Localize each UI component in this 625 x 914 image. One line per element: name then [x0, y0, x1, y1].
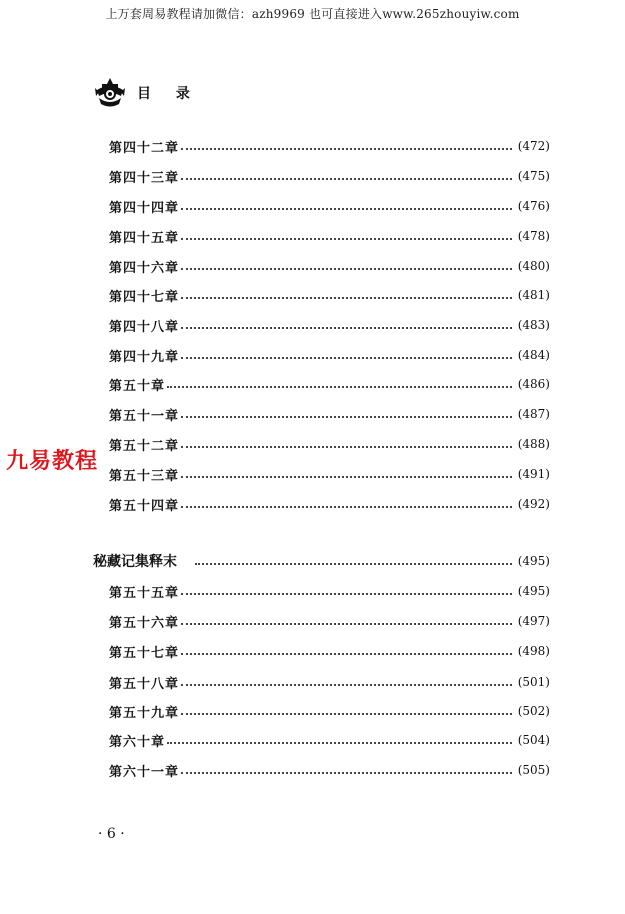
entry-label: 第五十二章: [109, 438, 180, 454]
page-number: · 6 ·: [98, 826, 125, 842]
entry-page: (484): [517, 348, 550, 362]
entry-label: 第五十五章: [109, 585, 180, 601]
leader-dots: [181, 653, 512, 655]
entry-label: 第四十五章: [109, 230, 180, 246]
toc-entry[interactable]: [109, 760, 550, 780]
leader-dots: [167, 386, 512, 388]
leader-dots: [181, 148, 512, 150]
toc-entry[interactable]: [109, 434, 550, 454]
toc-entry[interactable]: [109, 641, 550, 661]
leader-dots: [181, 713, 512, 715]
section-page: (495): [517, 554, 550, 568]
leader-dots: [181, 623, 512, 625]
leader-dots: [195, 563, 512, 565]
leader-dots: [181, 772, 512, 774]
entry-page: (478): [517, 229, 550, 243]
leader-dots: [181, 446, 512, 448]
toc-title: 目 录: [137, 86, 200, 102]
entry-label: 第四十七章: [109, 289, 180, 305]
toc-entry[interactable]: [109, 701, 550, 721]
entry-page: (480): [517, 259, 550, 273]
toc-entry[interactable]: [109, 345, 550, 365]
toc-entry[interactable]: [109, 581, 550, 601]
entry-page: (487): [517, 407, 550, 421]
entry-label: 第六十章: [109, 734, 166, 750]
entry-label: 第五十一章: [109, 408, 180, 424]
entry-label: 第五十三章: [109, 468, 180, 484]
leader-dots: [181, 178, 512, 180]
entry-page: (505): [517, 763, 550, 777]
entry-label: 第四十二章: [109, 140, 180, 156]
section-label: 秘藏记集释末: [93, 554, 177, 570]
entry-page: (476): [517, 199, 550, 213]
entry-page: (502): [517, 704, 550, 718]
entry-page: (488): [517, 437, 550, 451]
entry-page: (501): [517, 675, 550, 689]
entry-label: 第四十八章: [109, 319, 180, 335]
entry-label: 第五十八章: [109, 676, 180, 692]
entry-page: (495): [517, 584, 550, 598]
entry-label: 第五十六章: [109, 615, 180, 631]
leader-dots: [181, 268, 512, 270]
toc-entry[interactable]: [109, 226, 550, 246]
leader-dots: [181, 208, 512, 210]
leader-dots: [181, 327, 512, 329]
toc-entry[interactable]: [109, 196, 550, 216]
toc-entry[interactable]: [109, 672, 550, 692]
watermark-text: 九易教程: [6, 449, 99, 474]
entry-page: (486): [517, 377, 550, 391]
toc-entry[interactable]: [109, 494, 550, 514]
toc-entry[interactable]: [109, 285, 550, 305]
toc-entry[interactable]: [109, 256, 550, 276]
leader-dots: [181, 593, 512, 595]
leader-dots: [181, 357, 512, 359]
toc-entry[interactable]: [109, 404, 550, 424]
entry-label: 第五十四章: [109, 498, 180, 514]
header-note: 上万套周易教程请加微信：azh9969 也可直接进入www.265zhouyiw.com: [105, 7, 520, 21]
entry-label: 第五十九章: [109, 705, 180, 721]
leader-dots: [181, 684, 512, 686]
toc-entry[interactable]: [109, 136, 550, 156]
toc-section-entry[interactable]: [93, 551, 550, 571]
leader-dots: [181, 476, 512, 478]
leader-dots: [181, 506, 512, 508]
toc-entry[interactable]: [109, 730, 550, 750]
entry-page: (492): [517, 497, 550, 511]
entry-label: 第五十章: [109, 378, 166, 394]
toc-entry[interactable]: [109, 166, 550, 186]
entry-page: (497): [517, 614, 550, 628]
entry-page: (481): [517, 288, 550, 302]
entry-label: 第六十一章: [109, 764, 180, 780]
entry-page: (475): [517, 169, 550, 183]
entry-label: 第四十四章: [109, 200, 180, 216]
entry-label: 第五十七章: [109, 645, 180, 661]
entry-label: 第四十六章: [109, 260, 180, 276]
entry-label: 第四十九章: [109, 349, 180, 365]
entry-page: (491): [517, 467, 550, 481]
toc-entry[interactable]: [109, 315, 550, 335]
entry-page: (483): [517, 318, 550, 332]
leader-dots: [167, 742, 512, 744]
leader-dots: [181, 238, 512, 240]
entry-page: (498): [517, 644, 550, 658]
entry-page: (472): [517, 139, 550, 153]
leader-dots: [181, 416, 512, 418]
entry-label: 第四十三章: [109, 170, 180, 186]
entry-page: (504): [517, 733, 550, 747]
toc-entry[interactable]: [109, 374, 550, 394]
toc-entry[interactable]: [109, 611, 550, 631]
toc-entry[interactable]: [109, 464, 550, 484]
leader-dots: [181, 297, 512, 299]
